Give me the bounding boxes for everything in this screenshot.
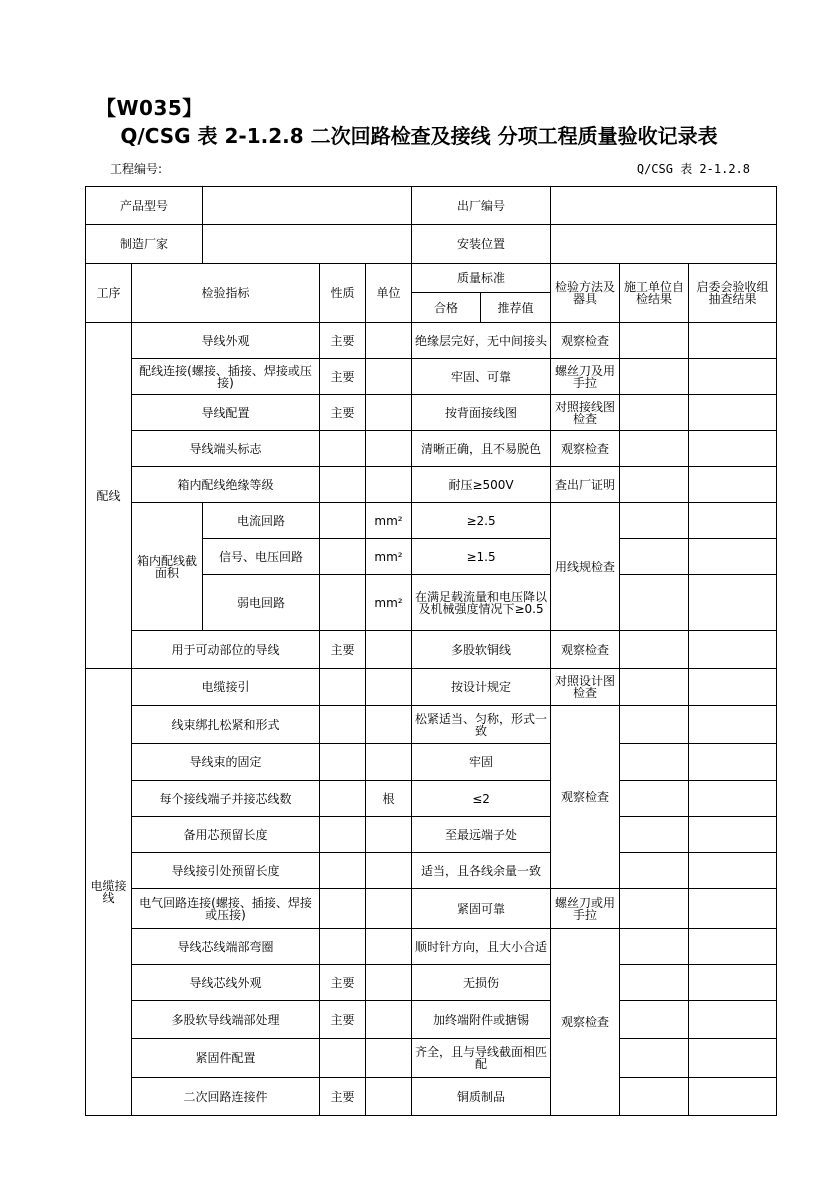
unit-cell [366, 853, 412, 889]
self-check-cell[interactable] [620, 1078, 689, 1116]
self-check-cell[interactable] [620, 503, 689, 539]
form-number: Q/CSG 表 2-1.2.8 [636, 162, 750, 176]
indicator-cell: 用于可动部位的导线 [132, 631, 320, 669]
form-code: 【W035】 [96, 96, 203, 120]
indicator-cell: 导线芯线端部弯圈 [132, 929, 320, 965]
standard-cell: 按背面接线图 [412, 395, 551, 431]
unit-cell [366, 395, 412, 431]
self-check-cell[interactable] [620, 853, 689, 889]
committee-cell[interactable] [689, 965, 777, 1001]
table-row [86, 817, 777, 853]
indicator-cell: 箱内配线绝缘等级 [132, 467, 320, 503]
unit-cell [366, 669, 412, 706]
table-row [86, 706, 777, 744]
standard-cell: 牢固 [412, 744, 551, 781]
self-check-cell[interactable] [620, 781, 689, 817]
nature-cell: 主要 [320, 631, 366, 669]
table-row [86, 853, 777, 889]
table-row [86, 1001, 777, 1039]
unit-cell: 根 [366, 781, 412, 817]
self-check-cell[interactable] [620, 1001, 689, 1039]
table-row [86, 631, 777, 669]
method-cell: 用线规检查 [551, 503, 620, 631]
unit-cell [366, 323, 412, 359]
col-qualified: 合格 [412, 293, 481, 323]
standard-cell: 清晰正确，且不易脱色 [412, 431, 551, 467]
self-check-cell[interactable] [620, 539, 689, 575]
nature-cell [320, 853, 366, 889]
unit-cell: mm² [366, 539, 412, 575]
committee-cell[interactable] [689, 323, 777, 359]
nature-cell: 主要 [320, 965, 366, 1001]
self-check-cell[interactable] [620, 706, 689, 744]
product-model-value[interactable] [203, 187, 412, 225]
committee-cell[interactable] [689, 889, 777, 929]
factory-no-value[interactable] [551, 187, 777, 225]
standard-cell: 无损伤 [412, 965, 551, 1001]
product-model-label: 产品型号 [86, 187, 203, 225]
standard-cell: ≥1.5 [412, 539, 551, 575]
table-row [86, 431, 777, 467]
nature-cell [320, 575, 366, 631]
committee-cell[interactable] [689, 631, 777, 669]
col-self-check: 施工单位自检结果 [620, 264, 689, 323]
method-cell: 螺丝刀及用手拉 [551, 359, 620, 395]
nature-cell [320, 431, 366, 467]
nature-cell: 主要 [320, 395, 366, 431]
nature-cell [320, 744, 366, 781]
standard-cell: 加终端附件或搪锡 [412, 1001, 551, 1039]
nature-cell [320, 781, 366, 817]
col-process: 工序 [86, 264, 132, 323]
section-label-wiring: 配线 [86, 323, 132, 669]
indicator-cell: 配线连接(螺接、插接、焊接或压接) [132, 359, 320, 395]
committee-cell[interactable] [689, 706, 777, 744]
self-check-cell[interactable] [620, 929, 689, 965]
col-method: 检验方法及器具 [551, 264, 620, 323]
nature-cell: 主要 [320, 323, 366, 359]
unit-cell [366, 889, 412, 929]
self-check-cell[interactable] [620, 1039, 689, 1078]
unit-cell [366, 1078, 412, 1116]
standard-cell: 适当，且各线余量一致 [412, 853, 551, 889]
self-check-cell[interactable] [620, 395, 689, 431]
table-row [86, 467, 777, 503]
committee-cell[interactable] [689, 781, 777, 817]
committee-cell[interactable] [689, 503, 777, 539]
page-title: Q/CSG 表 2-1.2.8 二次回路检查及接线 分项工程质量验收记录表 [120, 124, 718, 148]
nature-cell [320, 817, 366, 853]
standard-cell: 齐全，且与导线截面相匹配 [412, 1039, 551, 1078]
self-check-cell[interactable] [620, 965, 689, 1001]
unit-cell [366, 929, 412, 965]
standard-cell: 按设计规定 [412, 669, 551, 706]
committee-cell[interactable] [689, 431, 777, 467]
info-row [86, 225, 777, 264]
indicator-cell: 信号、电压回路 [203, 539, 320, 575]
committee-cell[interactable] [689, 669, 777, 706]
info-row [86, 187, 777, 225]
nature-cell [320, 929, 366, 965]
committee-cell[interactable] [689, 853, 777, 889]
table-row [86, 889, 777, 929]
table-row [86, 395, 777, 431]
self-check-cell[interactable] [620, 669, 689, 706]
unit-cell [366, 631, 412, 669]
nature-cell [320, 467, 366, 503]
table-row [86, 1039, 777, 1078]
col-committee: 启委会验收组抽查结果 [689, 264, 777, 323]
self-check-cell[interactable] [620, 575, 689, 631]
nature-cell: 主要 [320, 1001, 366, 1039]
manufacturer-value[interactable] [203, 225, 412, 264]
sub-group-label: 箱内配线截面积 [132, 503, 203, 631]
method-cell: 查出厂证明 [551, 467, 620, 503]
col-unit: 单位 [366, 264, 412, 323]
indicator-cell: 导线束的固定 [132, 744, 320, 781]
indicator-cell: 导线接引处预留长度 [132, 853, 320, 889]
nature-cell [320, 1039, 366, 1078]
committee-cell[interactable] [689, 929, 777, 965]
self-check-cell[interactable] [620, 744, 689, 781]
method-cell: 对照接线图检查 [551, 395, 620, 431]
method-cell: 观察检查 [551, 323, 620, 359]
table-row [86, 744, 777, 781]
standard-cell: 多股软铜线 [412, 631, 551, 669]
standard-cell: 耐压≥500V [412, 467, 551, 503]
standard-cell: 铜质制品 [412, 1078, 551, 1116]
self-check-cell[interactable] [620, 431, 689, 467]
table-row [86, 323, 777, 359]
table-row [86, 359, 777, 395]
manufacturer-label: 制造厂家 [86, 225, 203, 264]
unit-cell [366, 965, 412, 1001]
install-location-label: 安装位置 [412, 225, 551, 264]
committee-cell[interactable] [689, 1078, 777, 1116]
standard-cell: 至最远端子处 [412, 817, 551, 853]
standard-cell: 牢固、可靠 [412, 359, 551, 395]
factory-no-label: 出厂编号 [412, 187, 551, 225]
self-check-cell[interactable] [620, 817, 689, 853]
committee-cell[interactable] [689, 817, 777, 853]
col-quality-standard: 质量标准 [412, 264, 551, 293]
committee-cell[interactable] [689, 1039, 777, 1078]
self-check-cell[interactable] [620, 359, 689, 395]
self-check-cell[interactable] [620, 631, 689, 669]
nature-cell: 主要 [320, 1078, 366, 1116]
committee-cell[interactable] [689, 539, 777, 575]
standard-cell: ≥2.5 [412, 503, 551, 539]
table-row [86, 929, 777, 965]
unit-cell [366, 1039, 412, 1078]
nature-cell [320, 706, 366, 744]
inspection-table [85, 186, 777, 1116]
unit-cell [366, 706, 412, 744]
nature-cell [320, 889, 366, 929]
method-cell: 观察检查 [551, 431, 620, 467]
nature-cell: 主要 [320, 359, 366, 395]
unit-cell: mm² [366, 503, 412, 539]
self-check-cell[interactable] [620, 467, 689, 503]
self-check-cell[interactable] [620, 323, 689, 359]
committee-cell[interactable] [689, 359, 777, 395]
indicator-cell: 线束绑扎松紧和形式 [132, 706, 320, 744]
col-indicator: 检验指标 [132, 264, 320, 323]
committee-cell[interactable] [689, 1001, 777, 1039]
unit-cell [366, 744, 412, 781]
nature-cell [320, 503, 366, 539]
indicator-cell: 电流回路 [203, 503, 320, 539]
col-recommended: 推荐值 [481, 293, 551, 323]
indicator-cell: 导线外观 [132, 323, 320, 359]
method-cell: 观察检查 [551, 929, 620, 1116]
indicator-cell: 导线芯线外观 [132, 965, 320, 1001]
table-row [86, 669, 777, 706]
committee-cell[interactable] [689, 467, 777, 503]
nature-cell [320, 539, 366, 575]
committee-cell[interactable] [689, 395, 777, 431]
standard-cell: 松紧适当、匀称，形式一致 [412, 706, 551, 744]
indicator-cell: 备用芯预留长度 [132, 817, 320, 853]
self-check-cell[interactable] [620, 889, 689, 929]
unit-cell [366, 817, 412, 853]
section-label-cable: 电缆接线 [86, 669, 132, 1116]
indicator-cell: 多股软导线端部处理 [132, 1001, 320, 1039]
standard-cell: 紧固可靠 [412, 889, 551, 929]
unit-cell [366, 467, 412, 503]
indicator-cell: 每个接线端子并接芯线数 [132, 781, 320, 817]
indicator-cell: 二次回路连接件 [132, 1078, 320, 1116]
project-no-label: 工程编号: [110, 162, 163, 176]
nature-cell [320, 669, 366, 706]
indicator-cell: 电气回路连接(螺接、插接、焊接或压接) [132, 889, 320, 929]
standard-cell: ≤2 [412, 781, 551, 817]
table-row [86, 781, 777, 817]
indicator-cell: 弱电回路 [203, 575, 320, 631]
standard-cell: 顺时针方向，且大小合适 [412, 929, 551, 965]
col-nature: 性质 [320, 264, 366, 323]
unit-cell [366, 1001, 412, 1039]
install-location-value[interactable] [551, 225, 777, 264]
indicator-cell: 导线端头标志 [132, 431, 320, 467]
method-cell: 观察检查 [551, 706, 620, 889]
unit-cell [366, 359, 412, 395]
method-cell: 观察检查 [551, 631, 620, 669]
committee-cell[interactable] [689, 575, 777, 631]
header-row [86, 264, 777, 293]
method-cell: 螺丝刀或用手拉 [551, 889, 620, 929]
table-row [86, 503, 777, 539]
committee-cell[interactable] [689, 744, 777, 781]
table-row [86, 965, 777, 1001]
indicator-cell: 导线配置 [132, 395, 320, 431]
unit-cell [366, 431, 412, 467]
unit-cell: mm² [366, 575, 412, 631]
standard-cell: 在满足载流量和电压降以及机械强度情况下≥0.5 [412, 575, 551, 631]
method-cell: 对照设计图检查 [551, 669, 620, 706]
indicator-cell: 紧固件配置 [132, 1039, 320, 1078]
indicator-cell: 电缆接引 [132, 669, 320, 706]
standard-cell: 绝缘层完好，无中间接头 [412, 323, 551, 359]
table-row [86, 1078, 777, 1116]
